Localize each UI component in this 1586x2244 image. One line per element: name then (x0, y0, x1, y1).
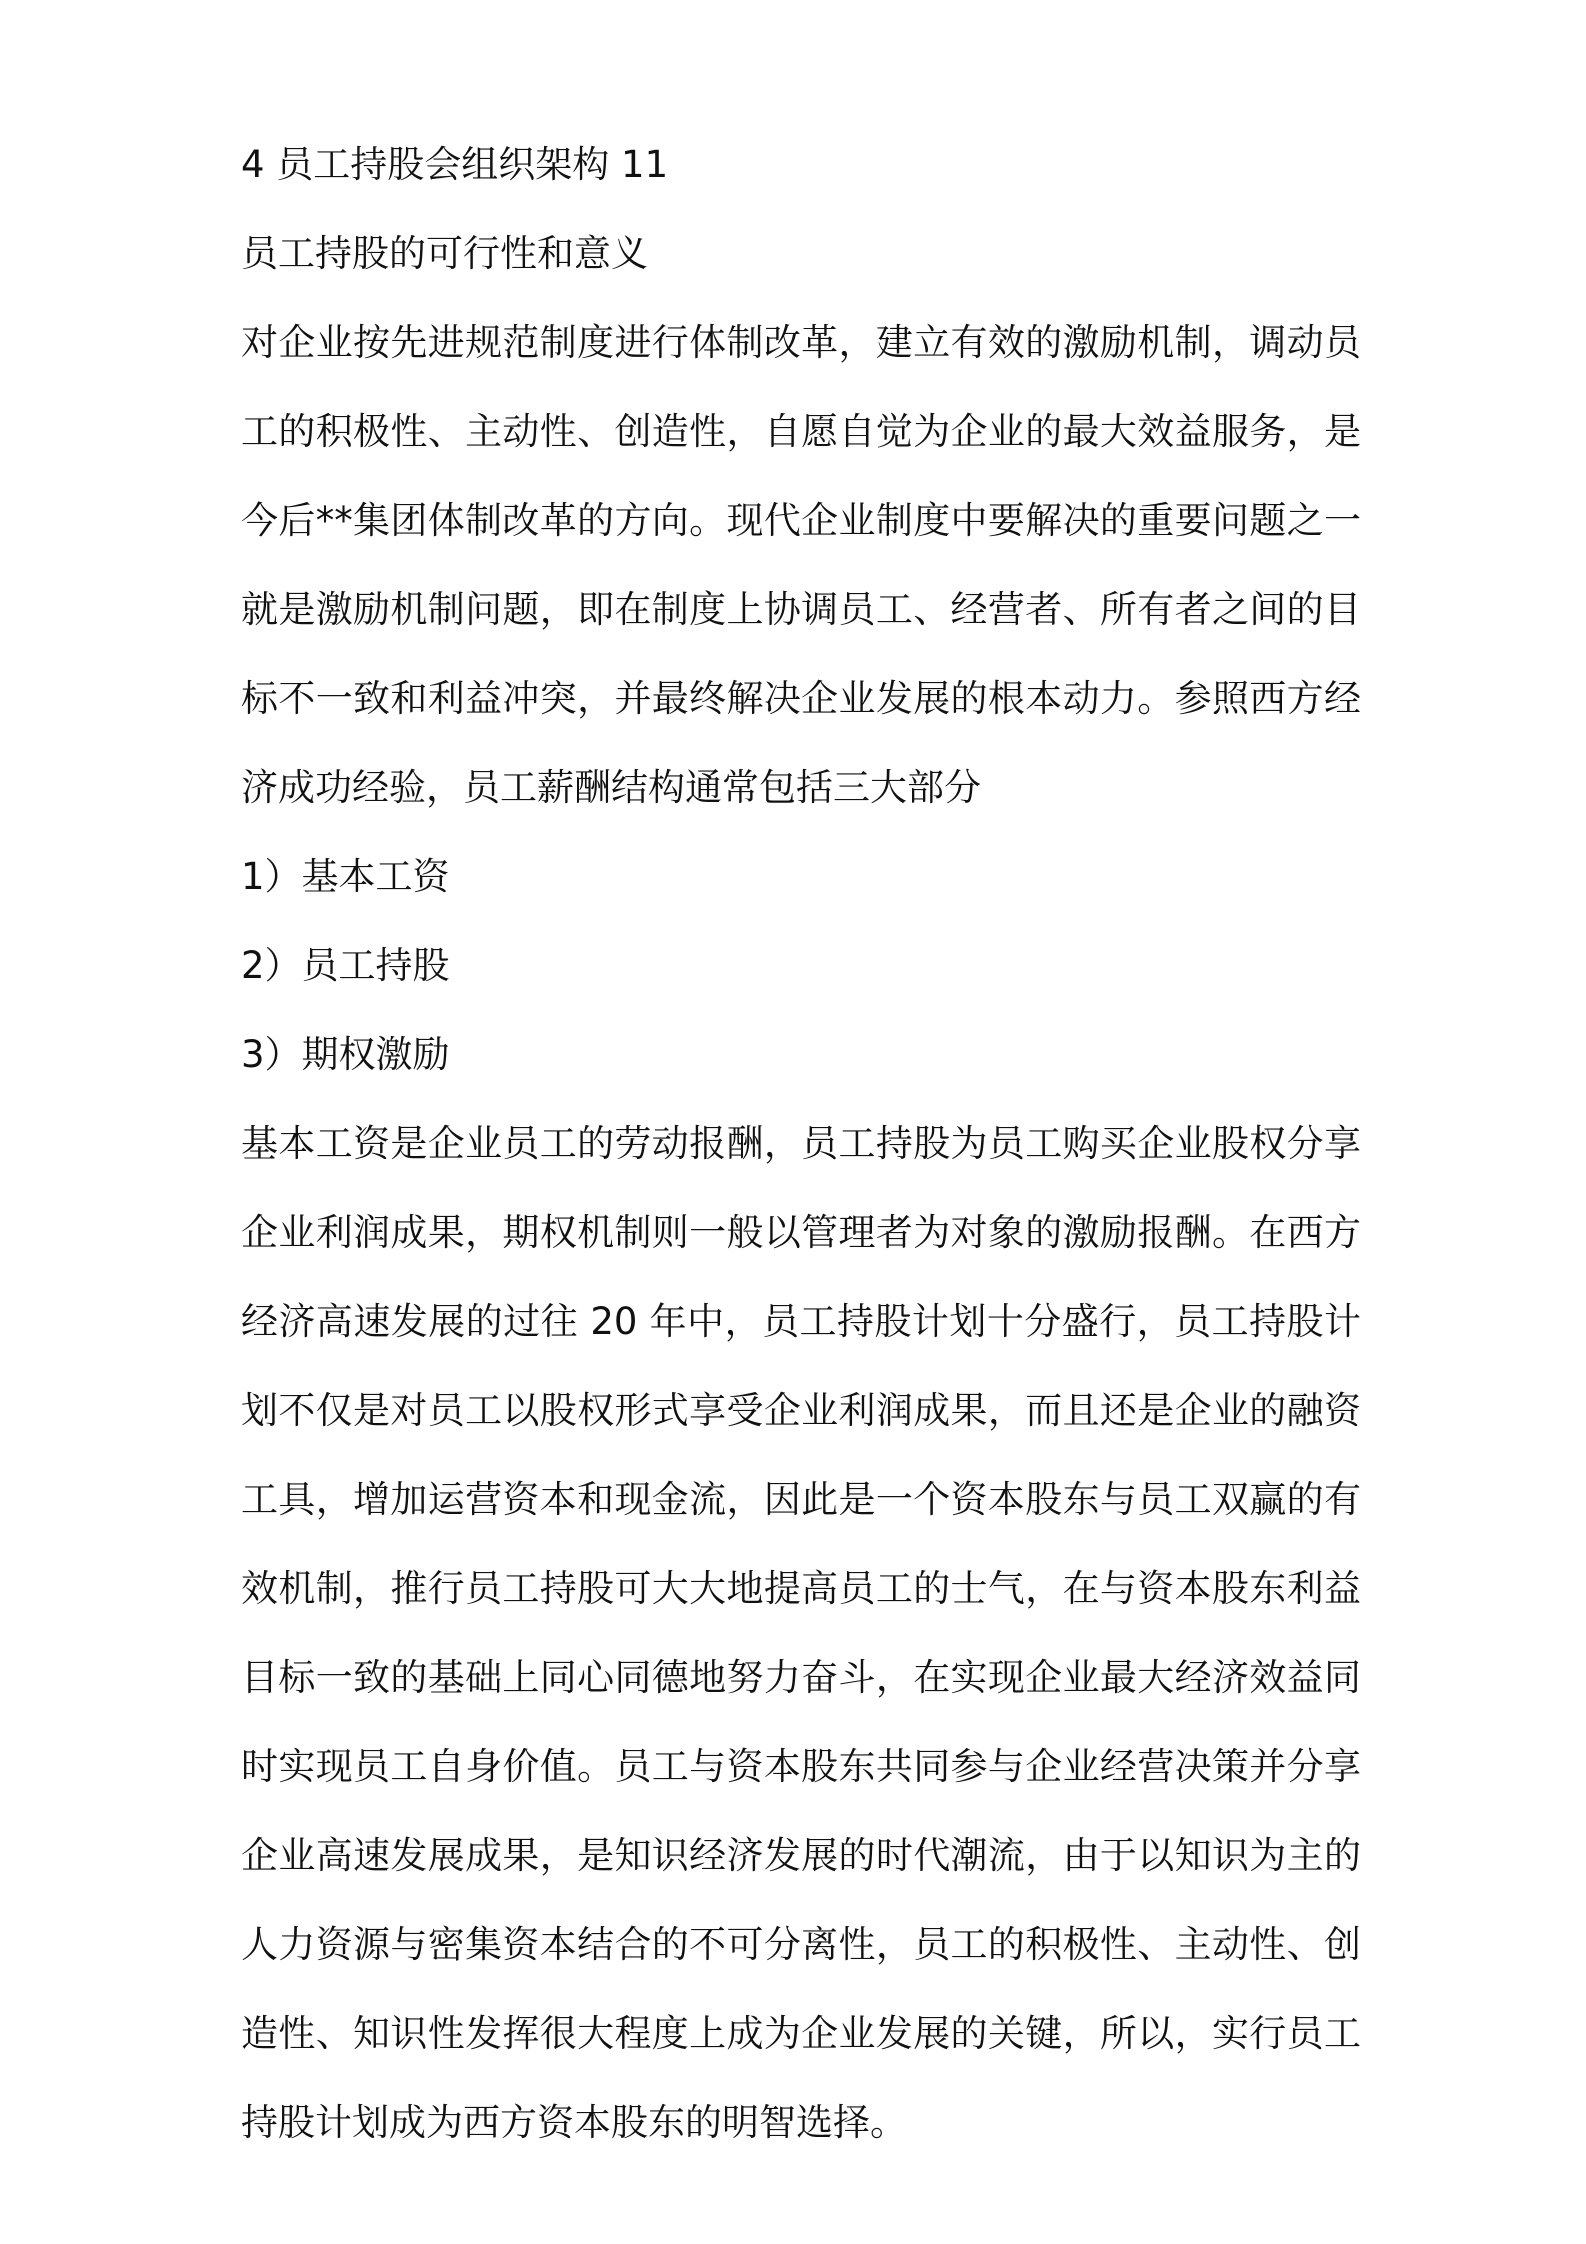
paragraph-line: 经济高速发展的过往 20 年中，员工持股计划十分盛行，员工持股计 (241, 1300, 1361, 1343)
paragraph-1 (241, 298, 1361, 832)
paragraph-line: 造性、知识性发挥很大程度上成为企业发展的关键，所以，实行员工 (241, 2012, 1361, 2055)
paragraph-line: 企业高速发展成果，是知识经济发展的时代潮流，由于以知识为主的 (241, 1834, 1361, 1877)
paragraph-line: 今后**集团体制改革的方向。现代企业制度中要解决的重要问题之一 (241, 499, 1361, 542)
paragraph-line: 工的积极性、主动性、创造性，自愿自觉为企业的最大效益服务，是 (241, 410, 1361, 453)
paragraph-line: 工具，增加运营资本和现金流，因此是一个资本股东与员工双赢的有 (241, 1478, 1361, 1521)
paragraph-line: 济成功经验，员工薪酬结构通常包括三大部分 (241, 766, 981, 809)
paragraph-line: 目标一致的基础上同心同德地努力奋斗，在实现企业最大经济效益同 (241, 1656, 1361, 1699)
paragraph-line: 基本工资是企业员工的劳动报酬，员工持股为员工购买企业股权分享 (241, 1122, 1361, 1165)
document-body (241, 120, 1361, 2167)
paragraph-line: 标不一致和利益冲突，并最终解决企业发展的根本动力。参照西方经 (241, 677, 1361, 720)
paragraph-line: 企业利润成果，期权机制则一般以管理者为对象的激励报酬。在西方 (241, 1211, 1361, 1254)
paragraph-line: 就是激励机制问题，即在制度上协调员工、经营者、所有者之间的目 (241, 588, 1361, 631)
toc-entry: 4 员工持股会组织架构 11 (241, 143, 669, 186)
list-item: 2）员工持股 (241, 944, 450, 987)
paragraph-line: 效机制，推行员工持股可大大地提高员工的士气，在与资本股东利益 (241, 1567, 1361, 1610)
paragraph-line: 划不仅是对员工以股权形式享受企业利润成果，而且还是企业的融资 (241, 1389, 1361, 1432)
paragraph-line: 人力资源与密集资本结合的不可分离性，员工的积极性、主动性、创 (241, 1923, 1361, 1966)
list-item: 3）期权激励 (241, 1033, 450, 1076)
list-item: 1）基本工资 (241, 855, 450, 898)
paragraph-2 (241, 1099, 1361, 2167)
paragraph-line: 时实现员工自身价值。员工与资本股东共同参与企业经营决策并分享 (241, 1745, 1361, 1788)
section-title: 员工持股的可行性和意义 (241, 232, 648, 275)
paragraph-line: 对企业按先进规范制度进行体制改革，建立有效的激励机制，调动员 (241, 321, 1361, 364)
paragraph-line: 持股计划成为西方资本股东的明智选择。 (241, 2101, 907, 2144)
compensation-list (241, 832, 1361, 1099)
